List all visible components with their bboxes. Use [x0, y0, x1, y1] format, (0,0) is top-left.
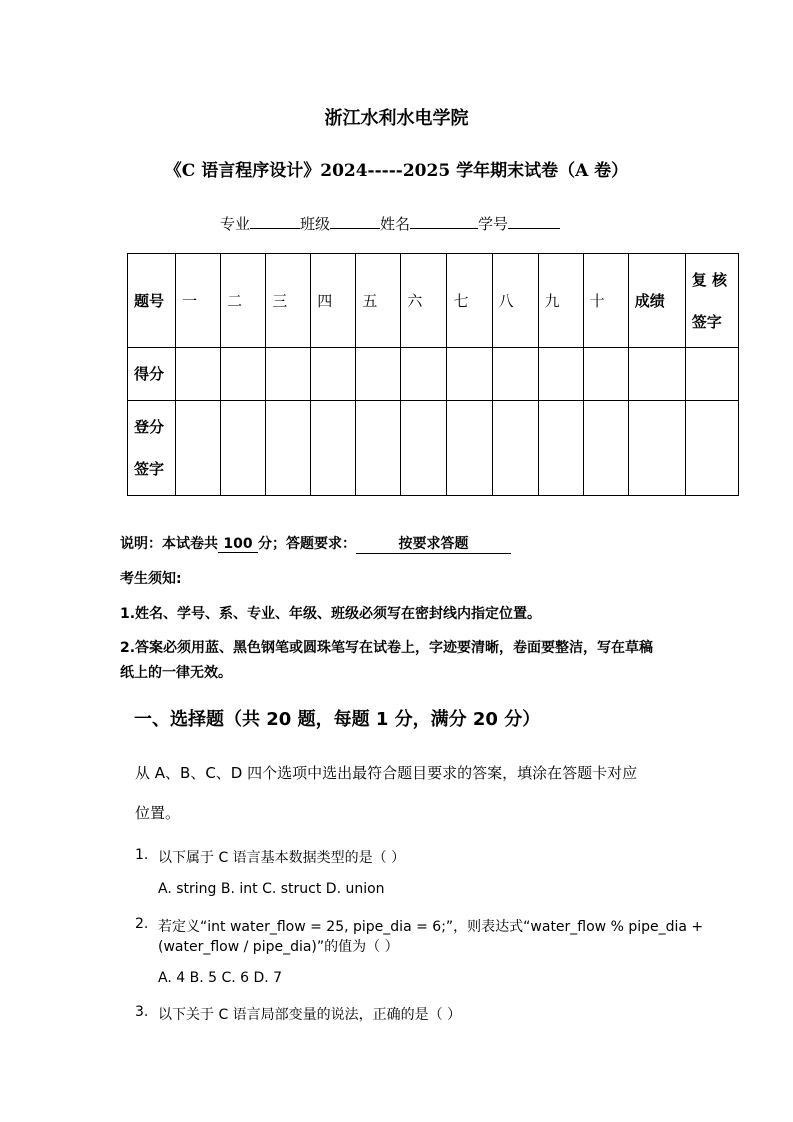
- student-id-label: 学号: [478, 215, 509, 233]
- question-options: A. 4 B. 5 C. 6 D. 7: [158, 970, 283, 986]
- question-text: 以下属于 C 语言基本数据类型的是（ ）: [158, 850, 406, 866]
- section-intro-line1: 从 A、B、C、D 四个选项中选出最符合题目要求的答案，填涂在答题卡对应: [135, 764, 638, 782]
- recorder-signature-row: [128, 400, 739, 495]
- score-table: [127, 253, 739, 496]
- total-score-value: 100: [218, 536, 258, 553]
- class-label: 班级: [300, 215, 331, 233]
- score-cell[interactable]: [447, 348, 492, 400]
- review-signature-label: [685, 254, 738, 348]
- score-cell[interactable]: [538, 348, 583, 400]
- score-cell[interactable]: [266, 348, 311, 400]
- question-text-line1: 若定义“int water_flow = 25, pipe_dia = 6;”，则表达式“water_flow % pipe_dia +: [158, 919, 704, 935]
- column-header: 六: [401, 254, 447, 348]
- score-table-header-row: [128, 254, 739, 348]
- school-name: 浙江水利水电学院: [324, 108, 469, 129]
- name-label: 姓名: [380, 215, 411, 233]
- question-number: 2.: [135, 916, 149, 932]
- column-header: 十: [583, 254, 628, 348]
- column-header: 三: [266, 254, 311, 348]
- section-title: 一、选择题（共 20 题，每题 1 分，满分 20 分）: [134, 709, 541, 730]
- class-blank[interactable]: [330, 212, 380, 229]
- student-info-line: [220, 212, 560, 234]
- signature-cell[interactable]: [628, 400, 685, 495]
- notice-item-1: 1.姓名、学号、系、专业、年级、班级必须写在密封线内指定位置。: [120, 606, 542, 622]
- signature-cell[interactable]: [401, 400, 447, 495]
- score-row: [128, 348, 739, 400]
- question-options: A. string B. int C. struct D. union: [158, 881, 385, 897]
- question-number-label: 题号: [128, 254, 176, 348]
- score-cell[interactable]: [685, 348, 738, 400]
- notice-title: 考生须知:: [120, 571, 182, 587]
- major-blank[interactable]: [250, 212, 300, 229]
- column-header: 二: [221, 254, 266, 348]
- column-header: 五: [356, 254, 401, 348]
- score-cell[interactable]: [628, 348, 685, 400]
- student-id-blank[interactable]: [508, 212, 560, 229]
- column-header: 一: [176, 254, 221, 348]
- question-number: 1.: [135, 847, 149, 863]
- score-label: 得分: [128, 348, 176, 400]
- column-header: 四: [311, 254, 356, 348]
- signature-cell[interactable]: [447, 400, 492, 495]
- review-label-line1: 复 核: [691, 270, 728, 289]
- score-cell[interactable]: [401, 348, 447, 400]
- section-intro-line2: 位置。: [135, 804, 181, 822]
- notice-item-2-line1: 2.答案必须用蓝、黑色钢笔或圆珠笔写在试卷上，字迹要清晰，卷面要整洁，写在草稿: [120, 640, 654, 656]
- name-blank[interactable]: [410, 212, 478, 229]
- question-number: 3.: [135, 1004, 149, 1020]
- explanation-middle: 分；答题要求：: [258, 536, 356, 552]
- signature-cell[interactable]: [356, 400, 401, 495]
- signature-cell[interactable]: [221, 400, 266, 495]
- major-label: 专业: [220, 215, 251, 233]
- question-text: 以下关于 C 语言局部变量的说法，正确的是（ ）: [158, 1007, 462, 1023]
- exam-explanation: [120, 533, 511, 554]
- column-header: 九: [538, 254, 583, 348]
- signature-cell[interactable]: [311, 400, 356, 495]
- signature-cell[interactable]: [492, 400, 538, 495]
- column-header: 七: [447, 254, 492, 348]
- answer-requirement: 按要求答题: [356, 533, 511, 554]
- score-cell[interactable]: [311, 348, 356, 400]
- recorder-label-line2: 签字: [134, 459, 165, 478]
- notice-item-2-line2: 纸上的一律无效。: [120, 665, 232, 681]
- score-cell[interactable]: [176, 348, 221, 400]
- score-cell[interactable]: [221, 348, 266, 400]
- explanation-prefix: 说明：本试卷共: [120, 536, 218, 552]
- signature-cell[interactable]: [685, 400, 738, 495]
- recorder-signature-label: [128, 400, 176, 495]
- signature-cell[interactable]: [266, 400, 311, 495]
- column-header: 八: [492, 254, 538, 348]
- exam-title: 《C 语言程序设计》2024-----2025 学年期末试卷（A 卷）: [164, 161, 629, 181]
- signature-cell[interactable]: [583, 400, 628, 495]
- recorder-label-line1: 登分: [134, 417, 165, 436]
- question-text-line2: (water_flow / pipe_dia)”的值为（ ）: [158, 939, 399, 955]
- score-cell[interactable]: [583, 348, 628, 400]
- total-score-label: 成绩: [628, 254, 685, 348]
- signature-cell[interactable]: [176, 400, 221, 495]
- signature-cell[interactable]: [538, 400, 583, 495]
- score-cell[interactable]: [492, 348, 538, 400]
- review-label-line2: 签字: [691, 312, 722, 331]
- score-cell[interactable]: [356, 348, 401, 400]
